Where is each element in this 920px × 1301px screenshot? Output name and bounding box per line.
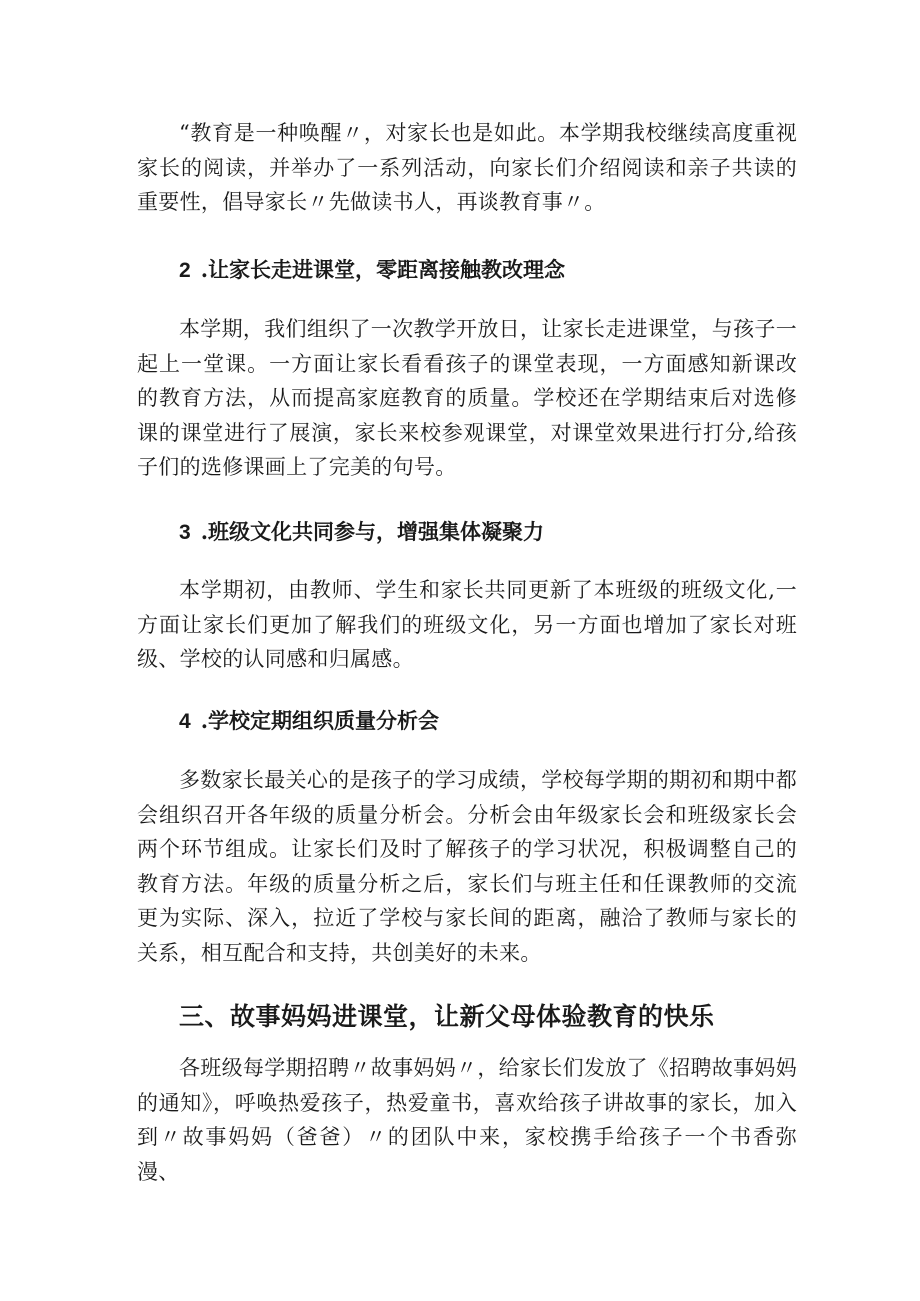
paragraph-quality-analysis: 多数家长最关心的是孩子的学习成绩，学校每学期的期初和期中都会组织召开各年级的质量分析会。分析会由年级家长会和班级家长会两个环节组成。让家长们及时了解孩子的学习状况，积极调整自己的教育方法。年级的质量分析之后，家长们与班主任和任课教师的交流更为实际、深入，拉近了学校与家长间的距离，融洽了教师与家长的关系，相互配合和支持，共创美好的未来。 (137, 768, 797, 965)
section-title-story-mothers: 三、故事妈妈进课堂，让新父母体验教育的快乐 (179, 1002, 715, 1031)
subheading-class-culture (179, 517, 544, 548)
subheading-text: .学校定期组织质量分析会 (200, 708, 439, 733)
subheading-number: 4 (179, 710, 191, 733)
paragraph-story-mothers: 各班级每学期招聘〃故事妈妈〃，给家长们发放了《招聘故事妈妈的通知》，呼唤热爱孩子，热爱童书，喜欢给孩子讲故事的家长，加入到〃故事妈妈（爸爸）〃的团队中来，家校携手给孩子一个书香弥漫、 (137, 1056, 797, 1184)
subheading-number: 3 (179, 521, 191, 544)
subheading-quality-analysis (179, 706, 439, 737)
subheading-text: .班级文化共同参与，增强集体凝聚力 (200, 519, 544, 544)
subheading-text: .让家长走进课堂，零距离接触教改理念 (200, 257, 565, 282)
paragraph-reading-awakening: “教育是一种唤醒〃，对家长也是如此。本学期我校继续高度重视家长的阅读，并举办了一系列活动，向家长们介绍阅读和亲子共读的重要性，倡导家长〃先做读书人，再谈教育事〃。 (137, 121, 797, 214)
paragraph-open-day: 本学期，我们组织了一次教学开放日，让家长走进课堂，与孩子一起上一堂课。一方面让家长看看孩子的课堂表现，一方面感知新课改的教育方法，从而提高家庭教育的质量。学校还在学期结束后对选修课的课堂进行了展演，家长来校参观课堂，对课堂效果进行打分,给孩子们的选修课画上了完美的句号。 (137, 317, 797, 479)
paragraph-class-culture: 本学期初，由教师、学生和家长共同更新了本班级的班级文化,一方面让家长们更加了解我们的班级文化，另一方面也增加了家长对班级、学校的认同感和归属感。 (137, 578, 797, 671)
subheading-number: 2 (179, 259, 191, 282)
subheading-parents-classroom (179, 255, 565, 286)
